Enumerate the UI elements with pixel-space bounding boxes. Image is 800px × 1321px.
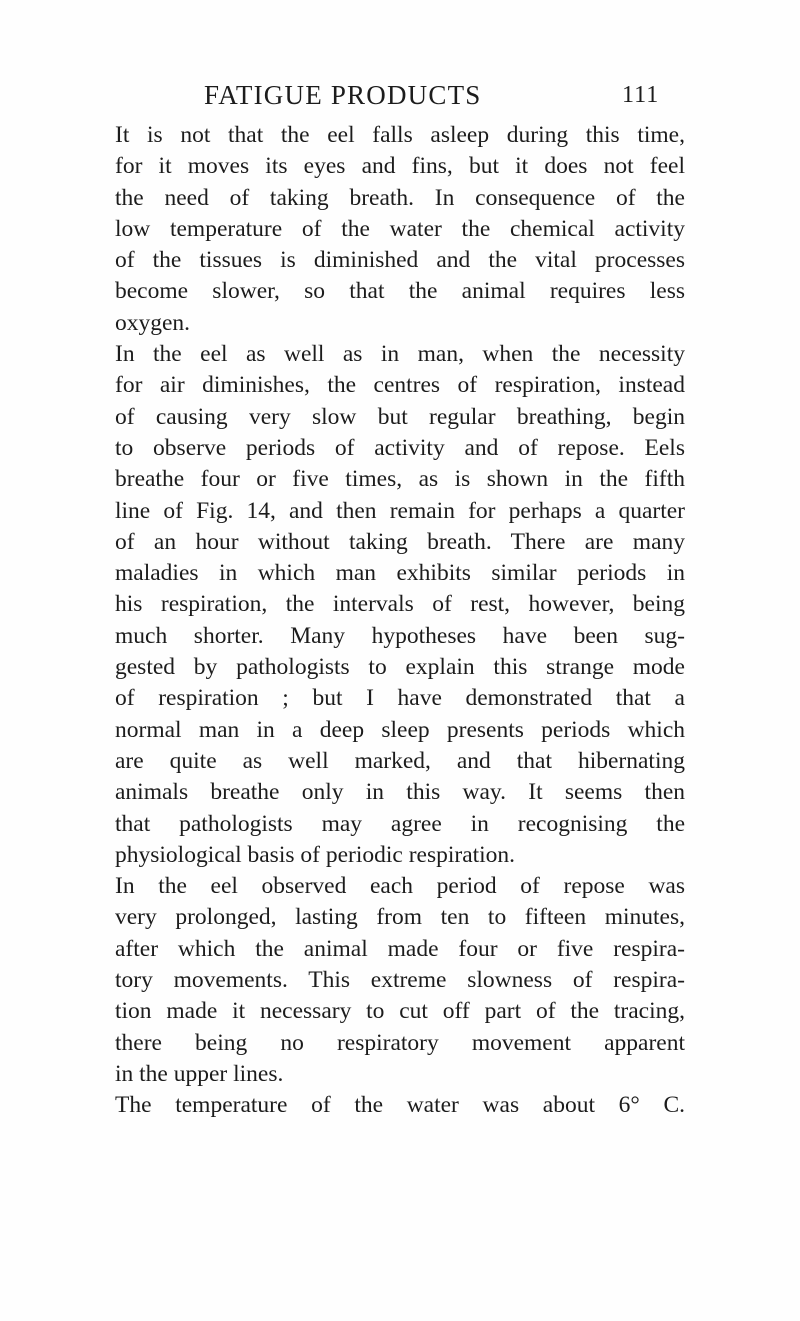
text-line: gested by pathologists to explain this strange mode	[115, 654, 685, 681]
text-line: of causing very slow but regular breathing, begin	[115, 403, 685, 430]
text-line: low temperature of the water the chemical activity	[115, 215, 685, 242]
text-line: maladies in which man exhibits similar periods in	[115, 560, 685, 587]
text-line: tion made it necessary to cut off part of the tracing,	[115, 998, 685, 1025]
text-line: physiological basis of periodic respiration.	[115, 841, 516, 868]
text-line: his respiration, the intervals of rest, however, being	[115, 591, 685, 618]
text-line: for it moves its eyes and fins, but it does not feel	[115, 153, 685, 180]
text-line: that pathologists may agree in recognising the	[115, 810, 685, 837]
text-line: tory movements. This extreme slowness of respira-	[115, 967, 685, 994]
text-line: breathe four or five times, as is shown in the fifth	[115, 466, 685, 493]
text-line: line of Fig. 14, and then remain for perhaps a quarter	[115, 497, 685, 524]
text-line: very prolonged, lasting from ten to fifteen minutes,	[115, 904, 685, 931]
text-line: of an hour without taking breath. There are many	[115, 528, 685, 555]
text-line: much shorter. Many hypotheses have been sug-	[115, 622, 685, 649]
text-line: The temperature of the water was about 6° C.	[115, 1092, 685, 1119]
text-line: It is not that the eel falls asleep during this time,	[115, 122, 685, 148]
text-line: for air diminishes, the centres of respiration, instead	[115, 372, 685, 399]
text-line: are quite as well marked, and that hibernating	[115, 747, 685, 774]
body-text	[115, 120, 685, 1122]
page-number: 111	[622, 82, 660, 108]
text-line: In the eel observed each period of repose was	[115, 873, 685, 900]
text-line: In the eel as well as in man, when the necessity	[115, 341, 685, 368]
text-line: of respiration ; but I have demonstrated that a	[115, 685, 685, 712]
text-line: in the upper lines.	[115, 1060, 284, 1087]
text-line: the need of taking breath. In consequence of the	[115, 184, 685, 211]
text-line: of the tissues is diminished and the vital processes	[115, 247, 685, 274]
text-line: to observe periods of activity and of repose. Eels	[115, 434, 685, 461]
text-line: oxygen.	[115, 309, 191, 336]
text-line: animals breathe only in this way. It seems then	[115, 779, 685, 806]
text-line: there being no respiratory movement apparent	[115, 1029, 685, 1056]
running-title: FATIGUE PRODUCTS	[204, 80, 482, 110]
text-line: after which the animal made four or five respira-	[115, 935, 685, 962]
text-line: normal man in a deep sleep presents periods which	[115, 716, 685, 743]
text-line: become slower, so that the animal requires less	[115, 278, 685, 305]
page-header	[0, 80, 800, 120]
